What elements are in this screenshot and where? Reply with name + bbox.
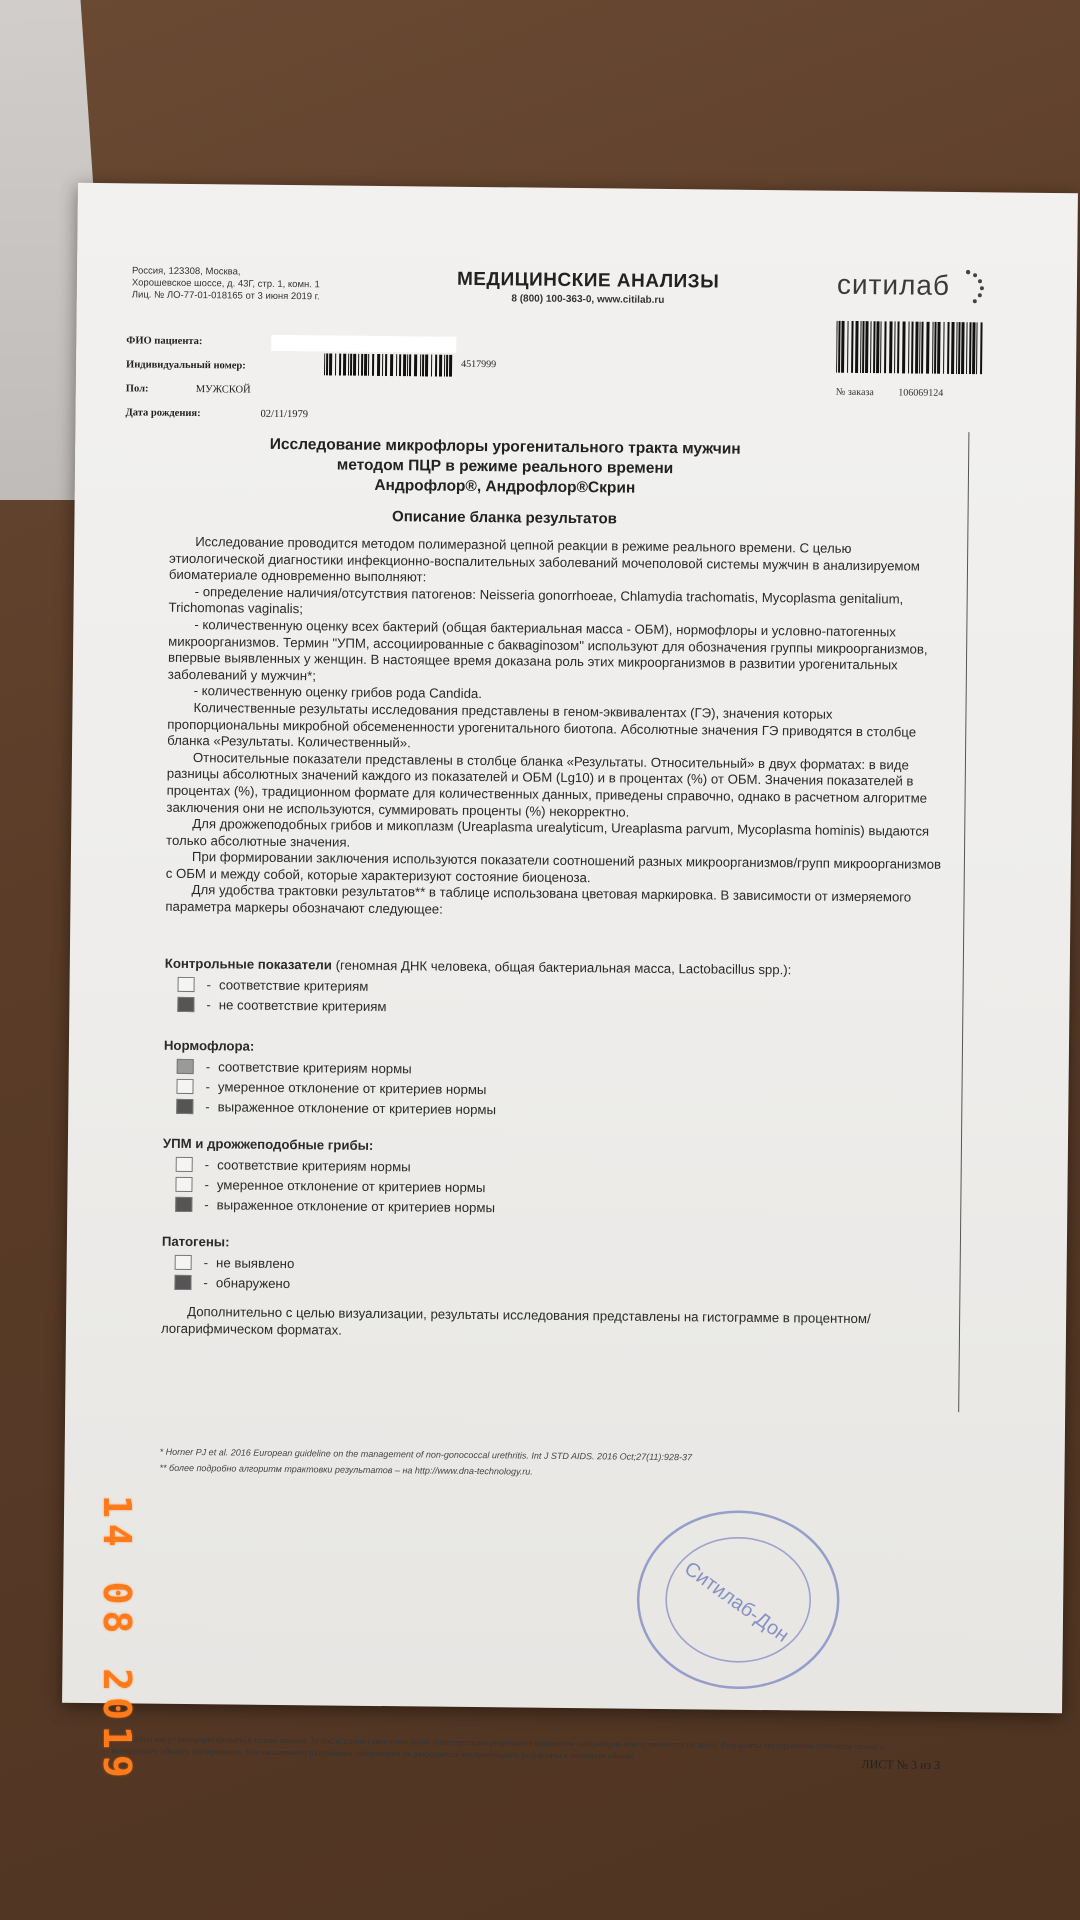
lab-header — [457, 269, 720, 307]
marker-white — [176, 1078, 193, 1093]
marker-dark — [175, 1196, 192, 1211]
legend-item: - не соответствие критериям — [164, 994, 944, 1022]
seal-stamp — [632, 1504, 844, 1696]
legend-item: - соответствие критериям — [164, 974, 944, 1002]
description-body — [165, 534, 949, 924]
legend-item-label: не соответствие критериям — [218, 996, 387, 1014]
document-subtitle: Описание бланка результатов — [391, 508, 618, 528]
paragraph: Исследование проводится методом полимеразной цепной реакции в режиме реального времени. С целью этиологической диагностики инфекционно-воспалительных заболеваний мочеполовой системы мужчин в анализируемом биоматериале одновременно выполняют: — [168, 534, 921, 585]
legend-item-label: не выявлено — [216, 1254, 295, 1271]
marker-white — [176, 1156, 193, 1171]
legend-item: - соответствие критериям нормы — [163, 1154, 943, 1182]
order-number — [836, 387, 944, 399]
right-border-line — [958, 432, 969, 1412]
footnote: * Horner PJ et al. 2016 European guideline on the management of non-gonococcal urethritis. Int J STD AIDS. 2016 Oct;27(11):928-37 — [159, 1446, 693, 1463]
marker-white — [175, 1176, 192, 1191]
legend-head: Нормофлора: — [163, 1037, 255, 1054]
legend-item-label: соответствие критериям — [218, 976, 369, 994]
paragraph: - количественную оценку всех бактерий (общая бактериальная масса - ОБМ), нормофлоры и условно-патогенных микроорганизмов. Термин "УПМ, ассоциированные с бакваginозом" используют для обозначения группы микроорганизмов, впервые выявленных у женщин. В настоящее время доказана роль этих микроорганизмов в развитии урогенитальных заболеваний у мужчин*; — [167, 617, 928, 684]
marker-white — [175, 1254, 192, 1269]
patient-sex-value: МУЖСКОЙ — [195, 384, 251, 396]
footnote: ** более подробно алгоритм трактовки результатов – на http://www.dna-technology.ru. — [159, 1462, 533, 1477]
logo-dots-icon — [960, 266, 990, 306]
legend-head: УПМ и дрожжеподобные грибы: — [162, 1135, 374, 1153]
legend-item: - не выявлено — [162, 1252, 942, 1280]
address-line: Хорошевское шоссе, д. 43Г, стр. 1, комн. 1 — [131, 277, 320, 291]
legend-item: - соответствие критериям нормы — [164, 1056, 944, 1084]
order-label: № заказа — [835, 386, 874, 399]
legend-item-label: выраженное отклонение от критериев нормы — [217, 1098, 497, 1117]
redacted-name — [271, 335, 456, 353]
legend-head-text: Контрольные показатели — [164, 955, 333, 973]
photo-date-stamp: 14 08 2019 — [95, 1495, 139, 1784]
address-line: Россия, 123308, Москва, — [132, 265, 241, 278]
footnotes — [159, 1444, 879, 1484]
title-line: методом ПЦР в режиме реального времени — [336, 456, 674, 478]
address-line: Лиц. № ЛО-77-01-018165 от 3 июня 2019 г. — [131, 289, 320, 303]
legend-item-label: умеренное отклонение от критериев нормы — [216, 1176, 486, 1195]
order-barcode — [836, 321, 987, 375]
paragraph: Для дрожжеподобных грибов и микоплазм (Ureaplasma urealyticum, Ureaplasma parvum, Mycoplasma hominis) выдаются только абсолютные значения. — [166, 816, 930, 850]
patient-name-label: ФИО пациента: — [126, 335, 203, 348]
paragraph: Дополнительно с целью визуализации, результаты исследования представлены на гистограмме в процентном/логарифмическом форматах. — [160, 1304, 871, 1338]
marker-white — [178, 976, 195, 991]
patient-sex-label: Пол: — [125, 383, 149, 395]
legend-item: - умеренное отклонение от критериев нормы — [162, 1174, 942, 1202]
document-title — [225, 434, 786, 500]
order-value: 106069124 — [898, 387, 944, 399]
legend-item-label: умеренное отклонение от критериев нормы — [217, 1078, 487, 1097]
paragraph: Для удобства трактовки результатов** в таблице использована цветовая маркировка. В зависимости от измеряемого параметра маркеры обозначают следующее: — [165, 882, 912, 917]
patient-barcode — [324, 353, 454, 376]
patient-sex-row — [126, 383, 251, 395]
title-line: Андрофлор®, Андрофлор®Скрин — [374, 476, 636, 497]
lab-address — [132, 265, 362, 303]
patient-id-value: 4517999 — [461, 358, 497, 371]
marker-dark — [174, 1274, 191, 1289]
legend-item-label: соответствие критериям нормы — [217, 1156, 411, 1174]
legend-item: - выраженное отклонение от критериев нормы — [162, 1194, 942, 1222]
header-title: МЕДИЦИНСКИЕ АНАЛИЗЫ — [456, 268, 720, 293]
legend-item-label: выраженное отклонение от критериев нормы — [216, 1196, 496, 1215]
legend-normoflora — [163, 1038, 944, 1124]
legend-item: - выраженное отклонение от критериев нормы — [163, 1096, 943, 1124]
patient-name-row — [126, 335, 246, 347]
disclaimer: Результаты могут интерпретироваться только врачом. За последствия самостоятельной интерпретации результатов пациентом лаборатория ответственности не несет. Результаты тестирования относятся только к конкретному объекту тестирования. Без письменного разрешения лаборатории не разрешается воспроизводить результаты в неполном объеме. — [111, 1733, 885, 1761]
legend-item-label: обнаружено — [215, 1274, 291, 1291]
marker-dark — [177, 996, 194, 1011]
legend-control — [164, 956, 945, 1022]
legend-head: Патогены: — [161, 1233, 230, 1250]
paragraph: - определение наличия/отсутствия патогенов: Neisseria gonorrhoeae, Chlamydia trachomatis, Mycoplasma genitalium, Trichomonas vaginalis; — [168, 583, 904, 617]
patient-id-row — [126, 359, 246, 371]
patient-dob-row — [126, 407, 309, 420]
legend-item: - обнаружено — [161, 1272, 941, 1300]
title-line: Исследование микрофлоры урогенитального тракта мужчин — [269, 435, 741, 458]
paragraph: - количественную оценку грибов рода Candida. — [193, 683, 483, 702]
paragraph: При формировании заключения используются показатели соотношений разных микроорганизмов/групп микроорганизмов с ОБМ и между собой, которые характеризуют состояние биоценоза. — [165, 849, 942, 886]
closing-paragraph — [161, 1304, 941, 1345]
sheet-number: ЛИСТ № 3 из 3 — [861, 1757, 941, 1772]
legend-pathogens — [161, 1234, 942, 1300]
legend-head-note: (геномная ДНК человека, общая бактериальная масса, Lactobacillus spp.): — [335, 957, 792, 978]
header-phone: 8 (800) 100-363-0, www.citilab.ru — [511, 293, 665, 306]
patient-id-label: Индивидуальный номер: — [126, 359, 246, 372]
document-page — [62, 183, 1078, 1772]
legend-item: - умеренное отклонение от критериев нормы — [163, 1076, 943, 1104]
marker-light — [177, 1058, 194, 1073]
svg-text:Ситилаб-Дон: Ситилаб-Дон — [680, 1557, 793, 1647]
paragraph: Количественные результаты исследования представлены в геном-эквивалентах (ГЭ), значения которых пропорциональны микробной обсемененности урогенитального биотопа. Абсолютные значения ГЭ приводятся в столбце бланка «Результаты. Количественный». — [167, 699, 917, 751]
paragraph: Относительные показатели представлены в столбце бланка «Результаты. Относительный» в двух форматах: в виде разницы абсолютных значений каждого из показателей и ОБМ (Lg10) и в процентах (%) от ОБМ. Значения показателей в процентах (%), традиционном формате для количественных данных, приведены справочно, однако в расчетном алгоритме заключения они не используются, суммировать проценты (%) некорректно. — [166, 749, 928, 820]
marker-dark — [176, 1098, 193, 1113]
patient-dob-value: 02/11/1979 — [260, 408, 309, 421]
citilab-logo: ситилаб — [836, 268, 951, 301]
patient-dob-label: Дата рождения: — [125, 407, 201, 420]
legend-item-label: соответствие критериям нормы — [218, 1058, 412, 1076]
legend-upm — [162, 1136, 943, 1222]
